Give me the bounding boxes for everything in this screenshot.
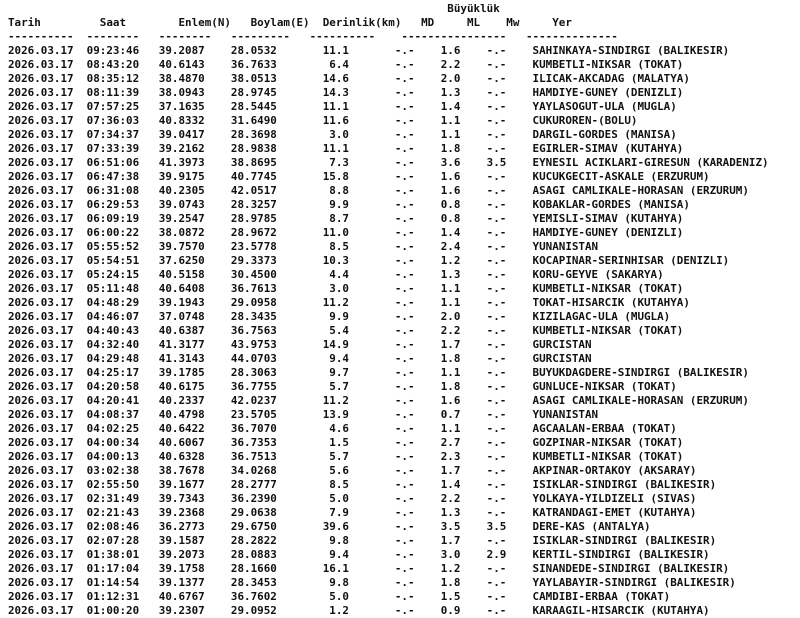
earthquake-rows xyxy=(8,44,769,618)
header-separator: ---------- -------- -------- --------- ---------- ---------------- -------------- xyxy=(8,30,618,43)
table-row: 2026.03.17 07:33:39 39.2162 28.9838 11.1 -.- 1.8 -.- EGIRLER-SIMAV (KUTAHYA) xyxy=(8,142,684,155)
table-row: 2026.03.17 04:32:40 41.3177 43.9753 14.9 -.- 1.7 -.- GURCISTAN xyxy=(8,338,592,351)
table-row: 2026.03.17 07:57:25 37.1635 28.5445 11.1 -.- 1.4 -.- YAYLASOGUT-ULA (MUGLA) xyxy=(8,100,677,113)
table-row: 2026.03.17 09:23:46 39.2087 28.0532 11.1 -.- 1.6 -.- SAHINKAYA-SINDIRGI (BALIKESIR) xyxy=(8,44,730,57)
table-row: 2026.03.17 05:55:52 39.7570 23.5778 8.5 -.- 2.4 -.- YUNANISTAN xyxy=(8,240,599,253)
table-row: 2026.03.17 01:12:31 40.6767 36.7602 5.0 -.- 1.5 -.- CAMDIBI-ERBAA (TOKAT) xyxy=(8,590,671,603)
table-row: 2026.03.17 01:14:54 39.1377 28.3453 9.8 -.- 1.8 -.- YAYLABAYIR-SINDIRGI (BALIKESIR) xyxy=(8,576,736,589)
table-row: 2026.03.17 04:25:17 39.1785 28.3063 9.7 -.- 1.1 -.- BUYUKDAGDERE-SINDIRGI (BALIKESIR) xyxy=(8,366,749,379)
magnitude-group-header: Büyüklük xyxy=(8,2,500,15)
table-row: 2026.03.17 04:29:48 41.3143 44.0703 9.4 -.- 1.8 -.- GURCISTAN xyxy=(8,352,592,365)
table-row: 2026.03.17 04:08:37 40.4798 23.5705 13.9 -.- 0.7 -.- YUNANISTAN xyxy=(8,408,599,421)
table-row: 2026.03.17 06:29:53 39.0743 28.3257 9.9 -.- 0.8 -.- KOBAKLAR-GORDES (MANISA) xyxy=(8,198,690,211)
table-row: 2026.03.17 07:34:37 39.0417 28.3698 3.0 -.- 1.1 -.- DARGIL-GORDES (MANISA) xyxy=(8,128,677,141)
table-row: 2026.03.17 02:55:50 39.1677 28.2777 8.5 -.- 1.4 -.- ISIKLAR-SINDIRGI (BALIKESIR) xyxy=(8,478,717,491)
table-row: 2026.03.17 04:02:25 40.6422 36.7070 4.6 -.- 1.1 -.- AGCAALAN-ERBAA (TOKAT) xyxy=(8,422,677,435)
table-row: 2026.03.17 04:48:29 39.1943 29.0958 11.2 -.- 1.1 -.- TOKAT-HISARCIK (KUTAHYA) xyxy=(8,296,690,309)
table-row: 2026.03.17 04:40:43 40.6387 36.7563 5.4 -.- 2.2 -.- KUMBETLI-NIKSAR (TOKAT) xyxy=(8,324,684,337)
table-row: 2026.03.17 02:08:46 36.2773 29.6750 39.6 -.- 3.5 3.5 DERE-KAS (ANTALYA) xyxy=(8,520,651,533)
table-row: 2026.03.17 04:20:41 40.2337 42.0237 11.2 -.- 1.6 -.- ASAGI CAMLIKALE-HORASAN (ERZURUM) xyxy=(8,394,749,407)
table-row: 2026.03.17 06:09:19 39.2547 28.9785 8.7 -.- 0.8 -.- YEMISLI-SIMAV (KUTAHYA) xyxy=(8,212,684,225)
table-row: 2026.03.17 05:11:48 40.6408 36.7613 3.0 -.- 1.1 -.- KUMBETLI-NIKSAR (TOKAT) xyxy=(8,282,684,295)
table-row: 2026.03.17 01:00:20 39.2307 29.0952 1.2 -.- 0.9 -.- KARAAGIL-HISARCIK (KUTAHYA) xyxy=(8,604,710,617)
table-row: 2026.03.17 05:54:51 37.6250 29.3373 10.3 -.- 1.2 -.- KOCAPINAR-SERINHISAR (DENIZLI) xyxy=(8,254,730,267)
table-row: 2026.03.17 02:21:43 39.2368 29.0638 7.9 -.- 1.3 -.- KATRANDAGI-EMET (KUTAHYA) xyxy=(8,506,697,519)
table-row: 2026.03.17 06:47:38 39.9175 40.7745 15.8 -.- 1.6 -.- KUCUKGECIT-ASKALE (ERZURUM) xyxy=(8,170,710,183)
table-row: 2026.03.17 08:43:20 40.6143 36.7633 6.4 -.- 2.2 -.- KUMBETLI-NIKSAR (TOKAT) xyxy=(8,58,684,71)
table-row: 2026.03.17 04:00:34 40.6067 36.7353 1.5 -.- 2.7 -.- GOZPINAR-NIKSAR (TOKAT) xyxy=(8,436,684,449)
table-row: 2026.03.17 05:24:15 40.5158 30.4500 4.4 -.- 1.3 -.- KORU-GEYVE (SAKARYA) xyxy=(8,268,664,281)
table-row: 2026.03.17 08:35:12 38.4870 38.0513 14.6 -.- 2.0 -.- ILICAK-AKCADAG (MALATYA) xyxy=(8,72,690,85)
table-row: 2026.03.17 04:20:58 40.6175 36.7755 5.7 -.- 1.8 -.- GUNLUCE-NIKSAR (TOKAT) xyxy=(8,380,677,393)
column-header-row: Tarih Saat Enlem(N) Boylam(E) Derinlik(km) MD ML Mw Yer xyxy=(8,16,572,29)
table-row: 2026.03.17 02:31:49 39.7343 36.2390 5.0 -.- 2.2 -.- YOLKAYA-YILDIZELI (SIVAS) xyxy=(8,492,697,505)
table-row: 2026.03.17 03:02:38 38.7678 34.0268 5.6 -.- 1.7 -.- AKPINAR-ORTAKOY (AKSARAY) xyxy=(8,464,697,477)
table-row: 2026.03.17 06:00:22 38.0872 28.9672 11.0 -.- 1.4 -.- HAMDIYE-GUNEY (DENIZLI) xyxy=(8,226,684,239)
table-row: 2026.03.17 02:07:28 39.1587 28.2822 9.8 -.- 1.7 -.- ISIKLAR-SINDIRGI (BALIKESIR) xyxy=(8,534,717,547)
table-row: 2026.03.17 06:51:06 41.3973 38.8695 7.3 -.- 3.6 3.5 EYNESIL ACIKLARI-GIRESUN (KARADENIZ) xyxy=(8,156,769,169)
table-row: 2026.03.17 01:38:01 39.2073 28.0883 9.4 -.- 3.0 2.9 KERTIL-SINDIRGI (BALIKESIR) xyxy=(8,548,710,561)
table-row: 2026.03.17 06:31:08 40.2305 42.0517 8.8 -.- 1.6 -.- ASAGI CAMLIKALE-HORASAN (ERZURUM) xyxy=(8,184,749,197)
earthquake-listing xyxy=(8,2,769,618)
table-row: 2026.03.17 04:46:07 37.0748 28.3435 9.9 -.- 2.0 -.- KIZILAGAC-ULA (MUGLA) xyxy=(8,310,671,323)
table-row: 2026.03.17 01:17:04 39.1758 28.1660 16.1 -.- 1.2 -.- SINANDEDE-SINDIRGI (BALIKESIR) xyxy=(8,562,730,575)
table-row: 2026.03.17 08:11:39 38.0943 28.9745 14.3 -.- 1.3 -.- HAMDIYE-GUNEY (DENIZLI) xyxy=(8,86,684,99)
table-row: 2026.03.17 04:00:13 40.6328 36.7513 5.7 -.- 2.3 -.- KUMBETLI-NIKSAR (TOKAT) xyxy=(8,450,684,463)
table-row: 2026.03.17 07:36:03 40.8332 31.6490 11.6 -.- 1.1 -.- CUKUROREN-(BOLU) xyxy=(8,114,638,127)
